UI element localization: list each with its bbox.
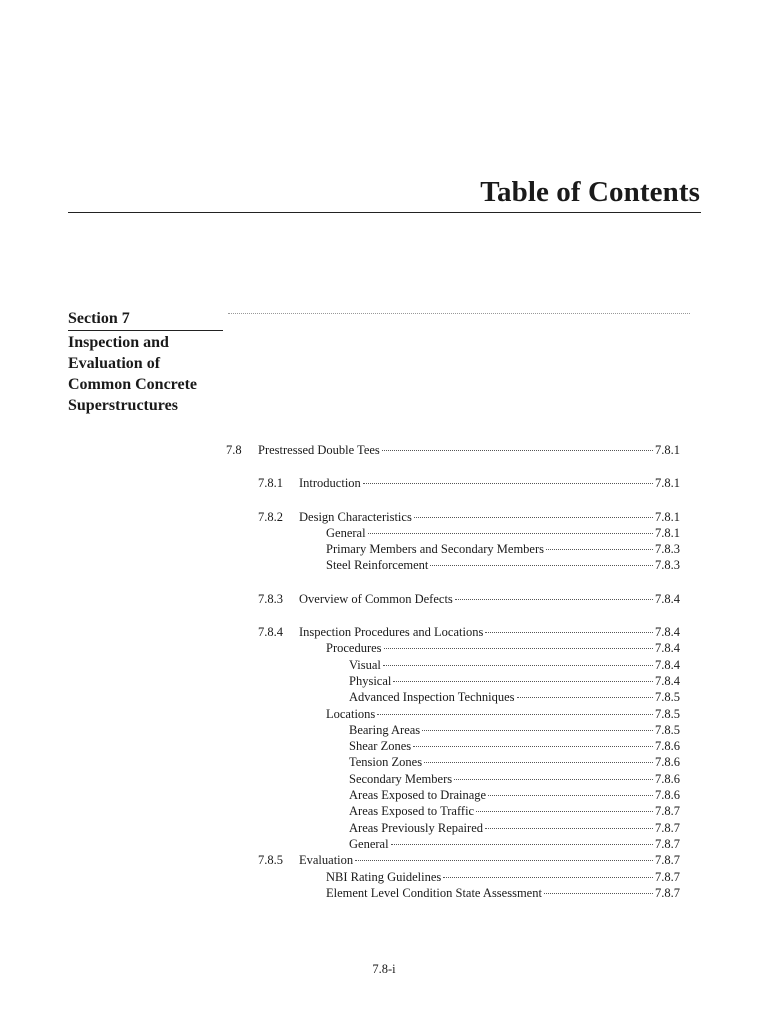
toc-entry-page: 7.8.6: [655, 788, 680, 803]
toc-entry-page: 7.8.1: [655, 476, 680, 491]
toc-entry-page: 7.8.4: [655, 657, 680, 672]
toc-entry-page: 7.8.5: [655, 722, 680, 737]
toc-entry-label: Evaluation: [299, 853, 354, 868]
toc-entry-design-characteristics[interactable]: [226, 509, 680, 525]
section-number: Section 7: [68, 308, 223, 331]
toc-entry-introduction[interactable]: [226, 475, 680, 491]
toc-entry-label: Areas Exposed to Drainage: [349, 788, 487, 803]
toc-entry-primary-secondary-members[interactable]: [226, 541, 680, 557]
toc-entry-advanced-inspection[interactable]: [226, 689, 680, 705]
toc-entry-label: Locations: [326, 706, 376, 721]
section-title-line: Superstructures: [68, 397, 178, 414]
toc-entry-page: 7.8.1: [655, 525, 680, 540]
toc-entry-number: 7.8.5: [258, 853, 283, 868]
toc-entry-bearing-areas[interactable]: [226, 722, 680, 738]
toc-entry-label: Shear Zones: [349, 739, 412, 754]
section-dotted-rule: [228, 313, 690, 314]
toc-entry-label: Primary Members and Secondary Members: [326, 542, 544, 557]
toc-leader-dots: [382, 450, 653, 451]
toc-entry-element-level[interactable]: [226, 885, 680, 901]
toc-entry-general-locations[interactable]: [226, 836, 680, 852]
toc-entry-page: 7.8.7: [655, 836, 680, 851]
toc-entry-page: 7.8.1: [655, 443, 680, 457]
toc-entry-label: Procedures: [326, 641, 382, 656]
toc-entry-page: 7.8.6: [655, 755, 680, 770]
toc-leader-dots: [476, 811, 653, 812]
toc-leader-dots: [368, 533, 653, 534]
toc-entry-areas-previously-repaired[interactable]: [226, 820, 680, 836]
toc-entry-page: 7.8.1: [655, 509, 680, 524]
toc-entry-page: 7.8.4: [655, 641, 680, 656]
toc-entry-areas-exposed-drainage[interactable]: [226, 787, 680, 803]
toc-leader-dots: [414, 517, 653, 518]
toc-entry-page: 7.8.5: [655, 706, 680, 721]
toc-entry-page: 7.8.3: [655, 558, 680, 573]
toc-entry-page: 7.8.4: [655, 673, 680, 688]
toc-entry-page: 7.8.3: [655, 542, 680, 557]
toc-leader-dots: [363, 483, 653, 484]
toc-entry-number: 7.8.3: [258, 591, 283, 606]
toc-entry-label: Introduction: [299, 476, 361, 491]
title-rule: [68, 212, 701, 213]
toc-entry-label: Inspection Procedures and Locations: [299, 625, 484, 640]
section-heading: [68, 308, 223, 416]
toc-entry-number: 7.8: [226, 443, 242, 457]
toc-entry-secondary-members[interactable]: [226, 771, 680, 787]
toc-leader-dots: [377, 714, 653, 715]
page-number: 7.8-i: [372, 962, 396, 976]
toc-entry-label: General: [349, 836, 389, 851]
toc-entry-page: 7.8.7: [655, 869, 680, 884]
toc-leader-dots: [488, 795, 653, 796]
toc-entry-evaluation[interactable]: [226, 852, 680, 868]
toc-entry-label: Prestressed Double Tees: [258, 443, 380, 457]
toc-leader-dots: [454, 779, 653, 780]
toc-entry-number: 7.8.1: [258, 476, 283, 491]
toc-entry-page: 7.8.7: [655, 804, 680, 819]
toc-entry-page: 7.8.7: [655, 885, 680, 900]
toc-entry-label: Advanced Inspection Techniques: [349, 690, 515, 705]
toc-leader-dots: [391, 844, 653, 845]
toc-leader-dots: [413, 746, 653, 747]
toc-entry-label: Areas Previously Repaired: [349, 820, 483, 835]
toc-entry-nbi-rating[interactable]: [226, 869, 680, 885]
toc-entry-page: 7.8.5: [655, 690, 680, 705]
section-title-line: Common Concrete: [68, 376, 198, 393]
toc-entry-inspection-procedures[interactable]: [226, 624, 680, 640]
toc-entry-label: Tension Zones: [349, 755, 423, 770]
toc-entry-page: 7.8.7: [655, 820, 680, 835]
toc-entry-label: Physical: [349, 673, 392, 688]
toc-leader-dots: [485, 632, 653, 633]
toc-entry-visual[interactable]: [226, 657, 680, 673]
section-title: [68, 331, 223, 416]
toc-entry-label: Overview of Common Defects: [299, 591, 453, 606]
toc-entry-steel-reinforcement[interactable]: [226, 557, 680, 573]
toc-entry-tension-zones[interactable]: [226, 754, 680, 770]
toc-entry-number: 7.8.4: [258, 625, 283, 640]
toc-entry-number: 7.8.2: [258, 509, 283, 524]
toc-leader-dots: [455, 599, 653, 600]
section-title-line: Evaluation of: [68, 355, 161, 372]
toc-leader-dots: [422, 730, 653, 731]
section-title-line: Inspection and: [68, 334, 169, 351]
toc-leader-dots: [384, 648, 653, 649]
toc-entry-label: NBI Rating Guidelines: [326, 869, 442, 884]
toc-entry-label: Design Characteristics: [299, 509, 412, 524]
toc-entry-shear-zones[interactable]: [226, 738, 680, 754]
toc-entry-prestressed-double-tees[interactable]: [226, 442, 680, 458]
toc-list: [226, 442, 680, 901]
toc-entry-physical[interactable]: [226, 673, 680, 689]
toc-leader-dots: [355, 860, 653, 861]
toc-entry-general[interactable]: [226, 525, 680, 541]
page-title: Table of Contents: [480, 176, 700, 208]
toc-leader-dots: [485, 828, 653, 829]
toc-entry-label: Visual: [349, 657, 381, 672]
toc-entry-areas-exposed-traffic[interactable]: [226, 803, 680, 819]
toc-entry-locations[interactable]: [226, 706, 680, 722]
toc-entry-label: Bearing Areas: [349, 722, 421, 737]
toc-entry-label: Element Level Condition State Assessment: [326, 885, 542, 900]
toc-entry-page: 7.8.4: [655, 625, 680, 640]
toc-entry-label: General: [326, 525, 366, 540]
toc-entry-overview-of-defects[interactable]: [226, 591, 680, 607]
toc-leader-dots: [430, 565, 653, 566]
toc-entry-page: 7.8.7: [655, 853, 680, 868]
toc-leader-dots: [383, 665, 653, 666]
toc-entry-label: Secondary Members: [349, 771, 453, 786]
toc-leader-dots: [517, 697, 653, 698]
toc-leader-dots: [424, 762, 653, 763]
toc-entry-procedures[interactable]: [226, 640, 680, 656]
toc-leader-dots: [546, 549, 653, 550]
toc-entry-label: Steel Reinforcement: [326, 558, 429, 573]
toc-leader-dots: [393, 681, 653, 682]
toc-leader-dots: [544, 893, 653, 894]
toc-entry-page: 7.8.6: [655, 739, 680, 754]
toc-entry-page: 7.8.4: [655, 591, 680, 606]
toc-entry-label: Areas Exposed to Traffic: [349, 804, 475, 819]
toc-entry-page: 7.8.6: [655, 771, 680, 786]
toc-leader-dots: [443, 877, 653, 878]
